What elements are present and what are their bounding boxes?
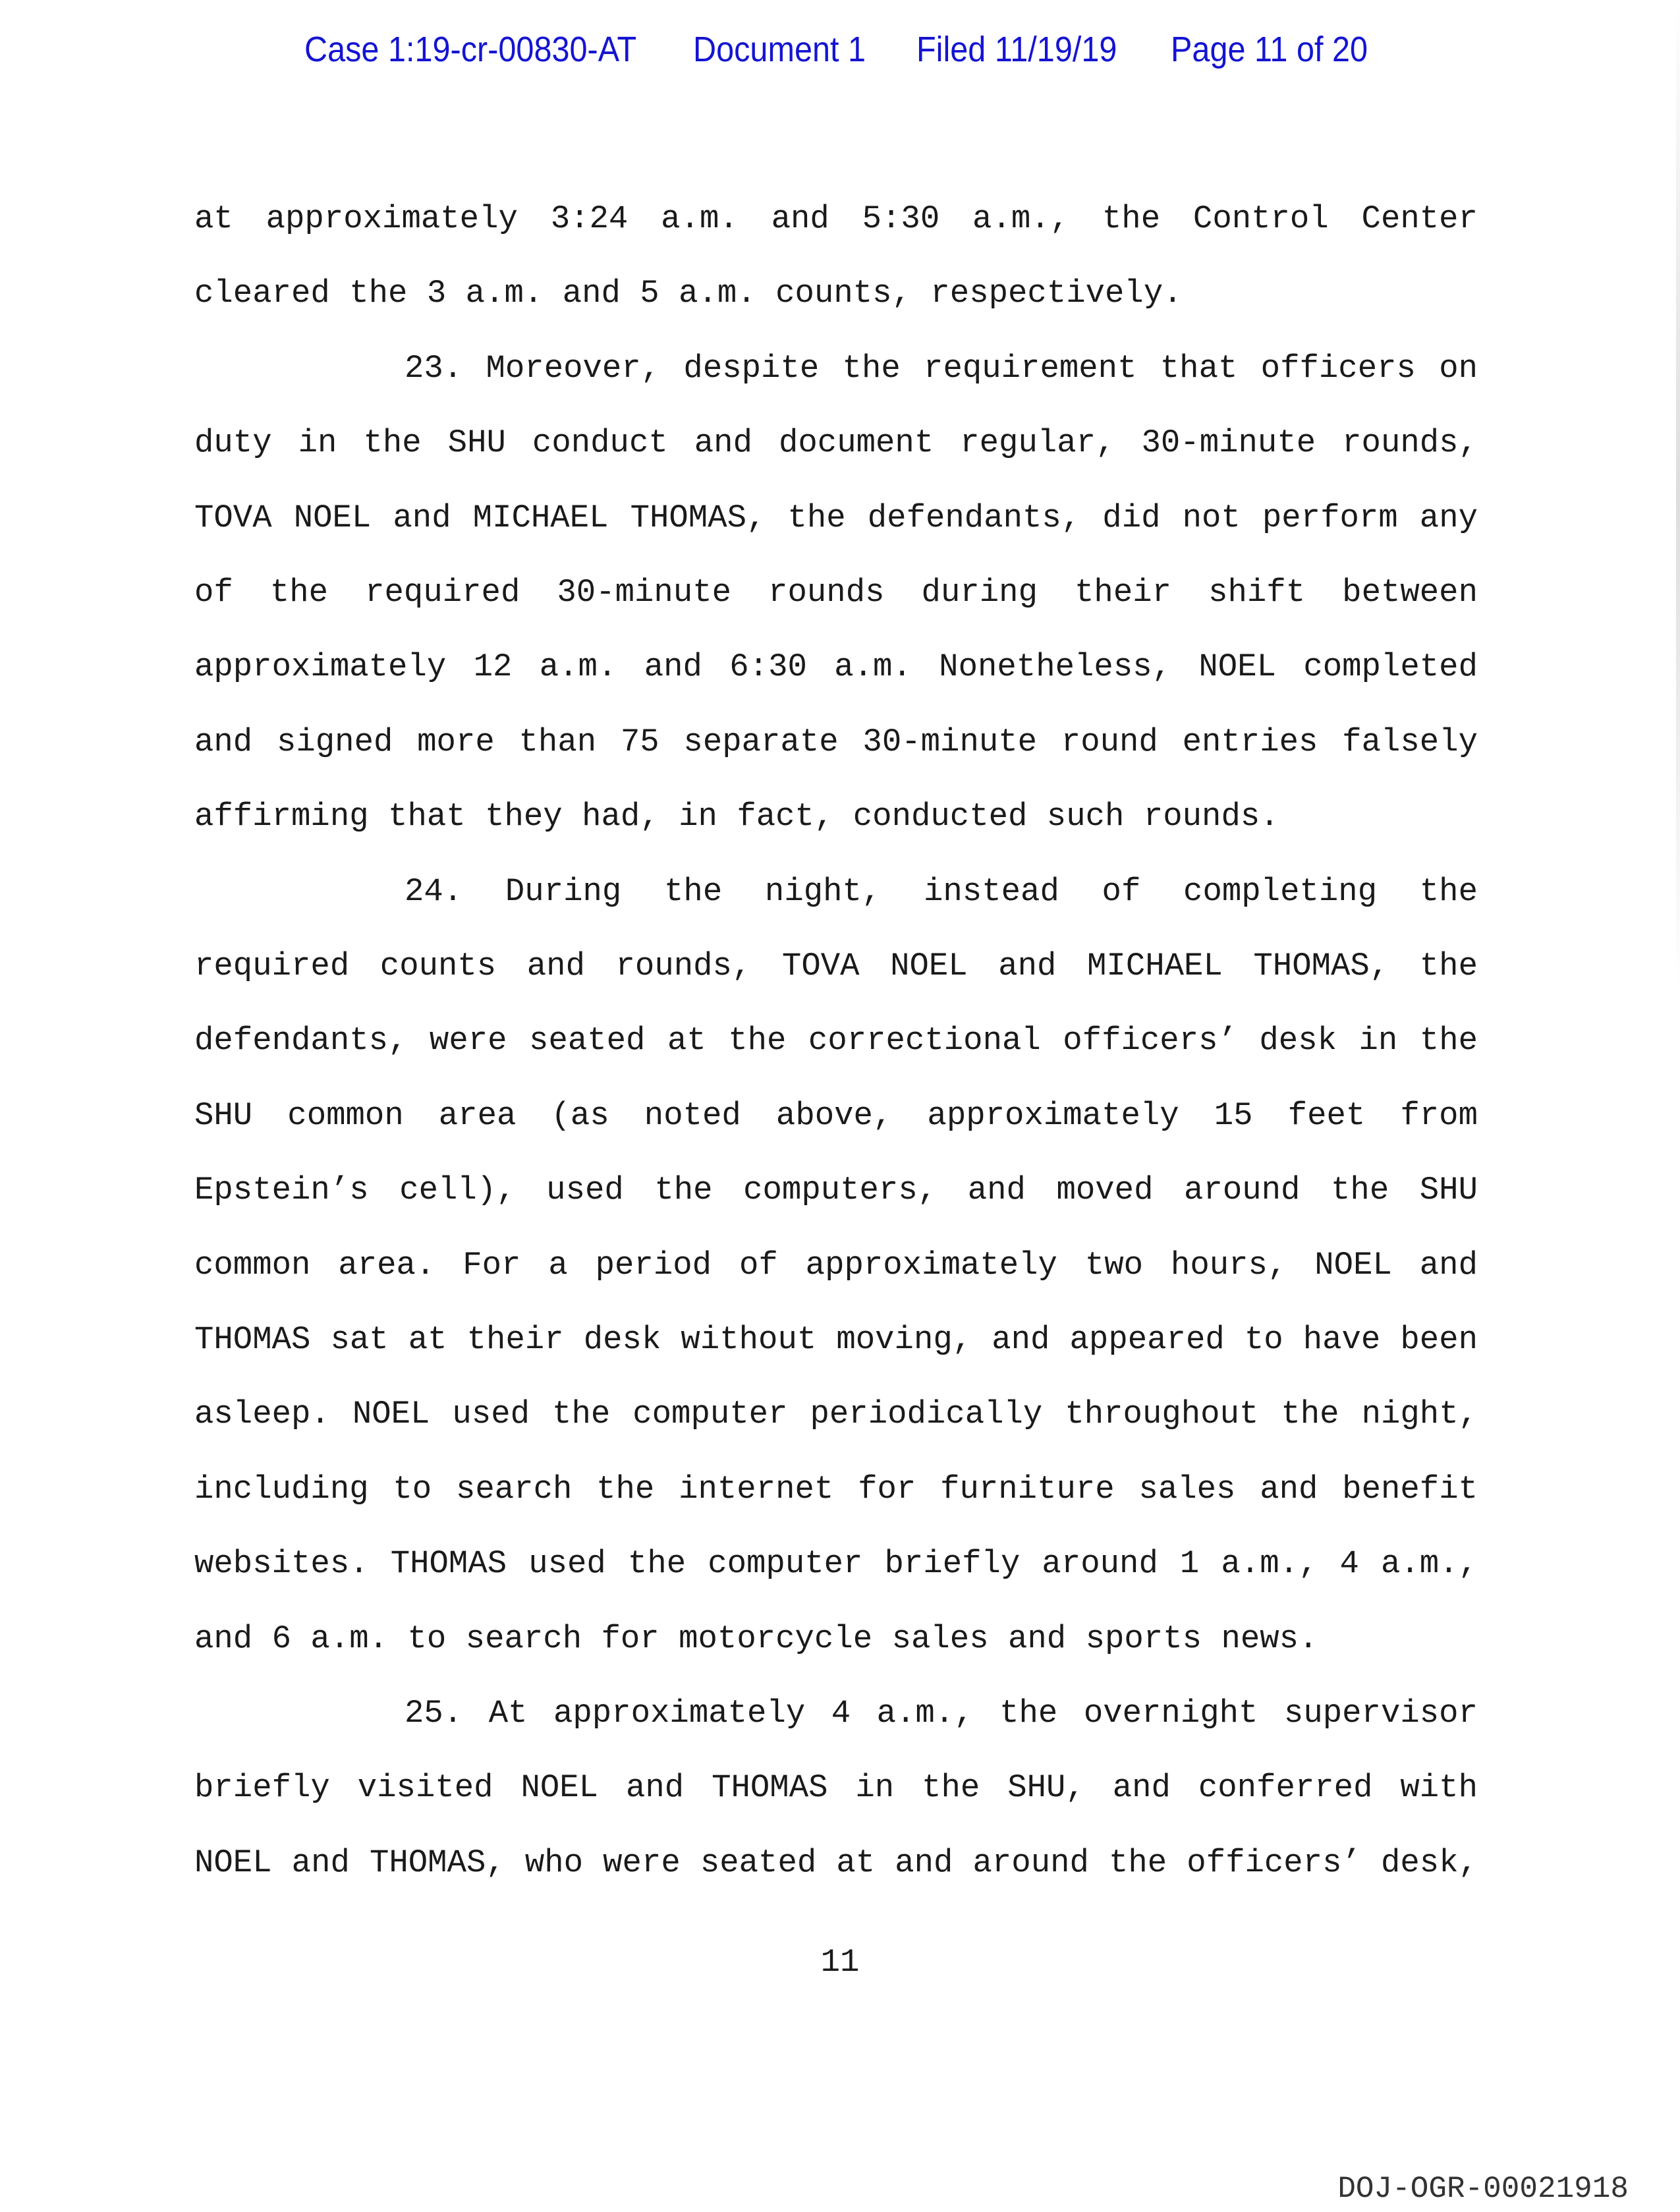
body-line: TOVA NOEL and MICHAEL THOMAS, the defendants, did not perform any	[194, 499, 1478, 536]
body-line: NOEL and THOMAS, who were seated at and around the officers’ desk,	[194, 1844, 1478, 1881]
body-line: 23. Moreover, despite the requirement that officers on	[405, 349, 1478, 387]
body-line: at approximately 3:24 a.m. and 5:30 a.m., the Control Center	[194, 200, 1478, 237]
header-case-number: Case 1:19-cr-00830-AT	[304, 30, 637, 69]
body-line: required counts and rounds, TOVA NOEL and MICHAEL THOMAS, the	[194, 948, 1478, 984]
body-line: briefly visited NOEL and THOMAS in the SHU, and conferred with	[194, 1769, 1478, 1807]
body-line: defendants, were seated at the correctional officers’ desk in the	[194, 1022, 1478, 1060]
body-line: and signed more than 75 separate 30-minute round entries falsely	[194, 723, 1478, 760]
body-line: common area. For a period of approximately two hours, NOEL and	[194, 1246, 1478, 1284]
body-line: asleep. NOEL used the computer periodically throughout the night,	[194, 1396, 1478, 1433]
header-filed-date: Filed 11/19/19	[916, 30, 1117, 69]
body-line: Epstein’s cell), used the computers, and moved around the SHU	[194, 1172, 1478, 1209]
header-page: Page 11 of 20	[1171, 30, 1368, 69]
body-line: 25. At approximately 4 a.m., the overnight supervisor	[405, 1695, 1478, 1732]
body-line: duty in the SHU conduct and document regular, 30-minute rounds,	[194, 424, 1478, 462]
body-line: of the required 30-minute rounds during their shift between	[194, 574, 1478, 611]
body-line: cleared the 3 a.m. and 5 a.m. counts, respectively.	[194, 275, 1183, 312]
body-line: affirming that they had, in fact, conducted such rounds.	[194, 798, 1279, 836]
body-line: SHU common area (as noted above, approximately 15 feet from	[194, 1096, 1478, 1134]
header-document: Document 1	[693, 30, 866, 69]
scan-edge	[1676, 0, 1680, 988]
body-line: websites. THOMAS used the computer briefly around 1 a.m., 4 a.m.,	[194, 1545, 1478, 1583]
body-line: THOMAS sat at their desk without moving, and appeared to have been	[194, 1321, 1478, 1358]
page-number: 11	[820, 1944, 860, 1981]
body-line: including to search the internet for furniture sales and benefit	[194, 1470, 1478, 1508]
body-line: 24. During the night, instead of completing the	[405, 872, 1478, 910]
bates-number: DOJ-OGR-00021918	[1337, 2172, 1629, 2206]
body-line: and 6 a.m. to search for motorcycle sales and sports news.	[194, 1620, 1318, 1657]
body-line: approximately 12 a.m. and 6:30 a.m. Nonetheless, NOEL completed	[194, 648, 1478, 686]
